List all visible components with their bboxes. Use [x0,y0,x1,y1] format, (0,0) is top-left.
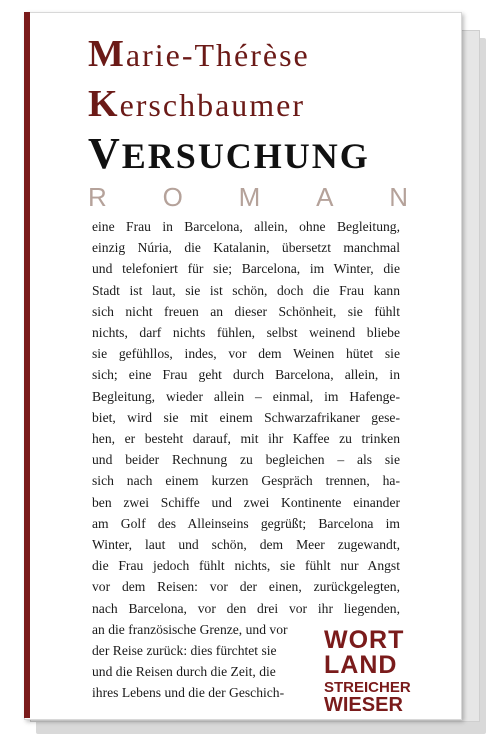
blurb-line: am Golf des Alleinseins gegrüßt; Barcelona im [92,515,400,531]
author-first-initial: M [88,33,126,75]
author-last-rest: erschbaumer [119,87,306,123]
logo-word-wieser: WIESER [324,694,403,716]
blurb-line: Winter, laut und schön, dem Meer zugewandt, [92,537,400,553]
genre-letter: N [389,182,408,212]
blurb-line: sich nicht freuen an dieser Schönheit, sie fühlt [92,303,400,319]
blurb-line: eine Frau in Barcelona, allein, ohne Begleitung, [92,219,400,234]
blurb-line: ihres Lebens und die der Geschich- [92,685,285,701]
blurb-line: sich; eine Frau geht durch Barcelona, allein, in [92,367,400,383]
author-first-name [88,32,310,76]
genre-letter: A [316,182,334,212]
title-rest: ERSUCHUNG [121,136,370,176]
book-title [88,128,370,179]
blurb-line: nichts, darf nichts fühlen, selbst weinend bliebe [92,325,400,341]
blurb-line: die Frau jedoch fühlt nichts, sie fühlt nur Angst [92,558,400,574]
logo-word-land: LAND [324,651,398,679]
blurb-line: hen, er besteht darauf, mit ihr Kaffee zu trinken [92,431,400,447]
author-last-name [88,82,305,126]
blurb-line: und beider Rechnung zu begleichen – als sie [92,452,400,468]
genre-letter: R [88,182,107,212]
blurb-line: sich nach einem kurzen Gespräch trennen, ha- [92,473,400,489]
logo-word-streicher: STREICHER [324,679,411,696]
blurb-line: und die Reisen durch die Zeit, die [92,664,276,680]
blurb-line: Begleitung, wieder allein – einmal, im Hafenge- [92,388,400,404]
blurb-line: der Reise zurück: dies fürchtet sie [92,643,277,659]
blurb-line: einzig Núria, die Katalanin, übersetzt manchmal [92,240,400,256]
blurb-line: nach Barcelona, vor den drei vor ihr liegenden, [92,600,400,616]
blurb-line: ben zwei Schiffe und zwei Kontinente einander [92,494,400,510]
blurb-line: biet, wird sie mit einem Schwarzafrikaner gese- [92,409,400,425]
author-last-initial: K [88,83,120,125]
title-initial: V [88,129,122,178]
blurb-line: vor dem Reisen: vor der einen, zurückgelegten, [92,579,400,595]
publisher-logo [324,628,411,715]
blurb-line: Stadt ist laut, sie ist schön, doch die Frau kann [92,282,400,298]
genre-letter: M [238,182,261,212]
cover-spine-edge [24,12,30,718]
blurb-line: sie gefühllos, indes, vor dem Weinen hütet sie [92,346,400,362]
author-first-rest: arie-Thérèse [125,37,310,73]
genre-letter: O [162,182,183,212]
logo-word-wort: WORT [324,626,405,654]
blurb-line: an die französische Grenze, und vor [92,621,288,637]
blurb-line: und telefoniert für sie; Barcelona, im Winter, die [92,261,400,277]
genre-label [88,182,408,213]
